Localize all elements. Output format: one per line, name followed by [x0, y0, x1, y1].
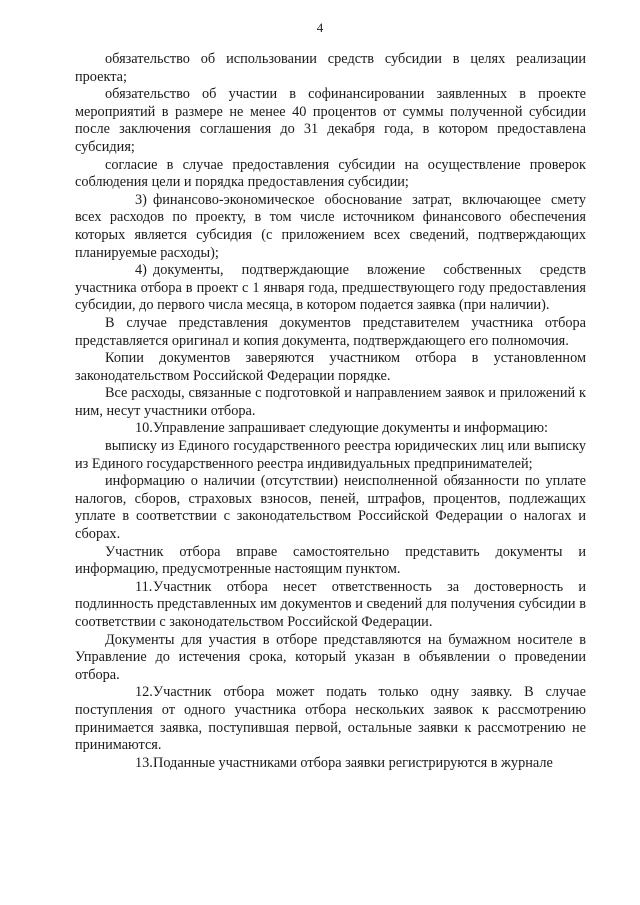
paragraph-number: 3) — [135, 191, 147, 208]
paragraph — [75, 157, 586, 192]
paragraph-text: обязательство об использовании средств субсидии в целях реализации проекта; — [75, 51, 586, 85]
paragraph — [75, 350, 586, 385]
paragraph-text: Участник отбора вправе самостоятельно представить документы и информацию, предусмотренные настоящим пунктом. — [75, 543, 586, 578]
paragraph-text: документы, подтверждающие вложение собственных средств участника отбора в проект с 1 января года, предшествующего году предоставления субсидии, до первого числа месяца, в котором подается заявка (при наличии). — [75, 262, 586, 314]
document-body — [75, 51, 586, 772]
paragraph-text: Поданные участниками отбора заявки регистрируются в журнале — [153, 754, 553, 771]
paragraph-text: информацию о наличии (отсутствии) неисполненной обязанности по уплате налогов, сборов, страховых взносов, пеней, штрафов, процентов, подлежащих уплате в соответствии с законодательством Российской Федерации о налогах и сборах. — [75, 473, 586, 543]
paragraph — [75, 544, 586, 579]
paragraph-number: 10. — [135, 420, 153, 437]
paragraph — [75, 684, 586, 754]
paragraph-text: согласие в случае предоставления субсидии на осуществление проверок соблюдения цели и порядка предоставления субсидии; — [75, 156, 586, 191]
paragraph — [75, 192, 586, 262]
page-number: 4 — [316, 20, 324, 35]
paragraph — [75, 86, 586, 156]
paragraph-number: 13. — [135, 754, 153, 771]
paragraph-text: обязательство об участии в софинансировании заявленных в проекте мероприятий в размере не менее 40 процентов от суммы полученной субсидии после заключения соглашения до 31 декабря года, в котором предоставлена субсидия; — [75, 86, 586, 155]
paragraph — [75, 755, 586, 773]
paragraph-text: Документы для участия в отборе представляются на бумажном носителе в Управление до истечения срока, который указан в объявлении о проведении отбора. — [75, 631, 586, 683]
paragraph — [75, 420, 586, 438]
paragraph-text: Участник отбора может подать только одну заявку. В случае поступления от одного участника отбора нескольких заявок к рассмотрению принимается заявка, поступившая первой, остальные заявки к рассмотрению не принимаются. — [75, 684, 586, 754]
paragraph — [75, 51, 586, 86]
paragraph-text: Участник отбора несет ответственность за достоверность и подлинность представленных им документов и сведений для получения субсидии в соответствии с законодательством Российской Федерации. — [75, 578, 586, 630]
paragraph — [75, 262, 586, 315]
paragraph-text: Управление запрашивает следующие документы и информацию: — [153, 420, 548, 437]
paragraph-number: 11. — [135, 578, 153, 595]
paragraph-text: Все расходы, связанные с подготовкой и направлением заявок и приложений к ним, несут участники отбора. — [75, 385, 586, 419]
paragraph — [75, 438, 586, 473]
paragraph — [75, 385, 586, 420]
paragraph — [75, 315, 586, 350]
paragraph-text: В случае представления документов представителем участника отбора представляется оригинал и копия документа, подтверждающего его полномочия. — [75, 314, 586, 349]
paragraph-text: финансово-экономическое обоснование затрат, включающее смету всех расходов по проекту, в том числе источником финансового обеспечения которых является субсидия (с приложением всех сведений, подтверждающих планируемые расходы); — [75, 191, 586, 261]
paragraph-number: 12. — [135, 684, 153, 701]
paragraph-number: 4) — [135, 262, 147, 279]
paragraph — [75, 632, 586, 685]
paragraph — [75, 473, 586, 543]
paragraph-text: выписку из Единого государственного реестра юридических лиц или выписку из Единого государственного реестра индивидуальных предпринимателей; — [75, 438, 586, 472]
paragraph-text: Копии документов заверяются участником отбора в установленном законодательством Российской Федерации порядке. — [75, 350, 586, 384]
paragraph — [75, 579, 586, 632]
